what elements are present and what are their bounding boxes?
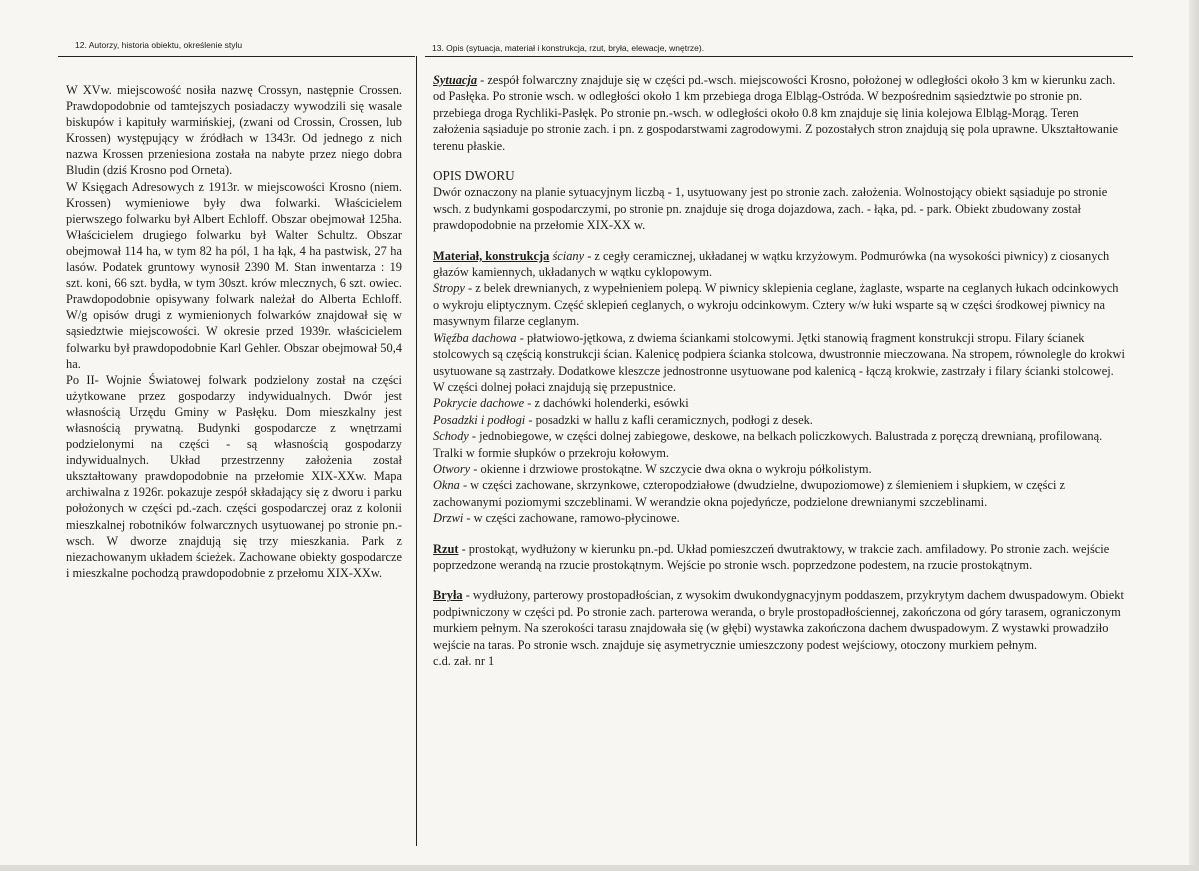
material-text: - posadzki w hallu z kafli ceramicznych, podłogi z desek. <box>525 412 813 427</box>
material-label: Materiał, konstrukcja <box>433 248 550 263</box>
sytuacja-label: Sytuacja <box>433 73 478 87</box>
right-column-header: 13. Opis (sytuacja, materiał i konstrukcja, rzut, bryła, elewacje, wnętrze). <box>432 43 705 53</box>
history-text <box>66 82 402 581</box>
material-text: - z dachówki holenderki, esówki <box>524 396 689 411</box>
material-text: - z cegły ceramicznej, układanej w wątku krzyżowym. Podmurówka (na wysokości piwnicy) z ciosanych głazów kamiennych, układanych w wątku cyklopowym. <box>433 248 1110 280</box>
material-item <box>433 395 1127 411</box>
description-text <box>433 72 1127 669</box>
material-term: Pokrycie dachowe <box>433 396 525 411</box>
rzut-label: Rzut <box>433 541 459 556</box>
material-text: - płatwiowo-jętkowa, z dwiema ściankami stolcowymi. Jętki stanowią fragment konstrukcji stropu. Filary ścianek stolcowych są częścią konstrukcji ścian. Kalenicę podpiera ścianka stolcowa, dwustronnie mieczowana. Na stropem, równolegle do krokwi usytuowane są zastrzały. Dodatkowe kleszcze jednostronne usytuowane pod kalenicą - łączą krokwie, zastrzały i filary ścianki stolcowej. W części dolnej połaci znajdują się przepustnice. <box>433 330 1125 394</box>
history-paragraph: Po II- Wojnie Światowej folwark podzielony został na części użytkowane przez gospodarzy indywidualnych. Dwór jest własnością Urzędu Gminy w Pasłęku. Dom mieszkalny jest własnością prywatną. Budynki gospodarcze z wnętrzami podzielonymi na części - są własnością gospodarzy indywidualnych. Układ przestrzenny założenia został ukształtowany prawdopodobnie na przełomie XIX-XXw. Mapa archiwalna z 1926r. pokazuje zespół składający się z dworu i parku położonych w części pd.-zach. części gospodarczej oraz z kolonii mieszkalnej robotników folwarcznych usytuowanej po stronie pn.-wsch. W dworze znajdują się trzy mieszkania. Park z niezachowanym układem ścieżek. Zachowane obiekty gospodarcze i mieszkalne pochodzą prawdopodobnie z przełomu XIX-XXw. <box>66 372 402 580</box>
material-item <box>433 461 1127 477</box>
material-text: - okienne i drzwiowe prostokątne. W szczycie dwa okna o wykroju półkolistym. <box>470 461 872 476</box>
material-text: - z belek drewnianych, z wypełnieniem polepą. W piwnicy sklepienia ceglane, żaglaste, wsparte na ceglanych łukach odcinkowych o wykroju eliptycznym. Część sklepień ceglanych, o wykroju odcinkowym. Cztery w/w łuki wsparte są w części środkowej piwnicy na masywnym filarze ceglanym. <box>433 281 1119 329</box>
material-item <box>433 280 1127 329</box>
material-term: Schody <box>433 429 469 444</box>
page-edge-bottom <box>0 865 1199 871</box>
material-term: Okna <box>433 478 460 493</box>
bryla-text: - wydłużony, parterowy prostopadłościan, z wysokim dwukondygnacyjnym poddaszem, przykrytym dachem dwuspadowym. Obiekt podpiwniczony w części pd. Po stronie zach. parterowa weranda, o bryle prostopadłościennej, zakończona od góry tarasem, ograniczonym murkiem pełnym. Na szerokości tarasu znajdowała się (w głębi) wystawka zakończona dachem dwuspadowym. Z wystawki prowadziło wejście na taras. Po stronie wsch. znajduje się asymetrycznie umieszczony podest wejściowy, otoczony murkiem pełnym. <box>433 588 1124 652</box>
material-item <box>433 510 1127 526</box>
sytuacja-text: - zespół folwarczny znajduje się w części pd.-wsch. miejscowości Krosno, położonej w odległości około 3 km w kierunku zach. od Pasłęka. Po stronie wsch. w odległości około 1 km przebiega droga Elbląg-Ostróda. W bezpośrednim sąsiedztwie po stronie pn. przebiega droga Rychliki-Pasłęk. Po stronie pn.-wsch. w odległości około 0.8 km znajduje się linia kolejowa Elbląg-Morąg. Teren założenia sąsiaduje po stronie zach. i pn. z gospodarstwami zagrodowymi. Z pozostałych stron znajdują się pola uprawne. Ukształtowanie terenu płaskie. <box>433 73 1119 153</box>
section-sytuacja <box>433 72 1127 154</box>
material-text: - w części zachowane, skrzynkowe, czteropodziałowe (dwudzielne, dwupoziomowe) z ślemieniem i słupkiem, w części z zachowanymi poziomymi szczeblinami. W werandzie okna pojedyńcze, podzielone drewnianymi szczeblinami. <box>433 478 1066 509</box>
material-term: Posadzki i podłogi <box>433 412 526 427</box>
page-edge-right <box>1189 0 1199 871</box>
left-column-header: 12. Autorzy, historia obiektu, określenie stylu <box>75 40 243 50</box>
bryla-label: Bryła <box>433 588 463 603</box>
section-bryla <box>433 587 1127 653</box>
material-text: - w części zachowane, ramowo-płycinowe. <box>463 511 680 526</box>
material-text: - jednobiegowe, w części dolnej zabiegowe, deskowe, na belkach policzkowych. Balustrada z poręczą drewnianą, profilowaną. Tralki w formie słupków o przekroju kołowym. <box>433 429 1103 460</box>
material-term: ściany <box>552 248 585 263</box>
history-paragraph: W Księgach Adresowych z 1913r. w miejscowości Krosno (niem. Krossen) wymieniowe były dwa folwarki. Właścicielem pierwszego folwarku był Albert Echloff. Obszar obejmował 125ha. Właścicielem drugiego folwarku był Walter Schultz. Obszar obejmował 114 ha, w tym 82 ha pól, 1 ha łąk, 4 ha pastwisk, 27 ha lasów. Podatek gruntowy wynosił 2390 M. Stan inwentarza : 19 szt. koni, 66 szt. bydła, w tym 30szt. krów mlecznych, 6 szt. owiec. Prawdopodobnie opisywany folwark należał do Alberta Echloff. W/g opisów drugi z wymienionych folwarków znajdował się w sąsiedztwie miejscowości. W okresie przed 1939r. właścicielem folwarku był prawdopodobnie Karl Gehler. Obszar obejmował 50,4 ha. <box>66 179 402 371</box>
section-rzut <box>433 541 1127 574</box>
opis-dworu-heading: OPIS DWORU <box>433 168 515 184</box>
column-divider <box>416 56 417 846</box>
material-item <box>433 330 1127 396</box>
material-term: Drzwi <box>433 511 464 526</box>
opis-dworu-text: Dwór oznaczony na planie sytuacyjnym liczbą - 1, usytuowany jest po stronie zach. założenia. Wolnostojący obiekt sąsiaduje po stronie wsch. z budynkami gospodarczymi, po stronie pn. znajduje się droga dojazdowa, zach. - łąka, pd. - park. Obiekt zbudowany został prawdopodobnie na przełomie XIX-XX w. <box>433 185 1108 233</box>
rzut-text: - prostokąt, wydłużony w kierunku pn.-pd. Układ pomieszczeń dwutraktowy, w trakcie zach. amfiladowy. Po stronie zach. wejście poprzedzone werandą na rzucie prostokątnym. Wejście po stronie wsch. poprzedzone podestem, na rzucie prostokątnym. <box>433 541 1110 572</box>
continued-note: c.d. zał. nr 1 <box>433 654 495 668</box>
material-item <box>433 477 1127 510</box>
material-term: Stropy <box>433 281 465 296</box>
material-term: Otwory <box>433 461 471 476</box>
material-term: Więźba dachowa <box>433 330 517 345</box>
history-paragraph: W XVw. miejscowość nosiła nazwę Crossyn, następnie Crossen. Prawdopodobnie od tamtejszych posiadaczy wywodzili się wasale biskupów i kapituły warmińskiej, (zwani od Crossin, Crossen, lub Krossen) występujący w źródłach w 1343r. Od jednego z nich nazwa Krossen przeniesiona została na nabyte przez niego dobra Bludin (dziś Krosno pod Orneta). <box>66 83 402 178</box>
material-item <box>433 412 1127 428</box>
left-header-rule <box>58 56 415 57</box>
material-item <box>433 248 1127 281</box>
right-header-rule <box>425 56 1133 57</box>
material-item <box>433 428 1127 461</box>
